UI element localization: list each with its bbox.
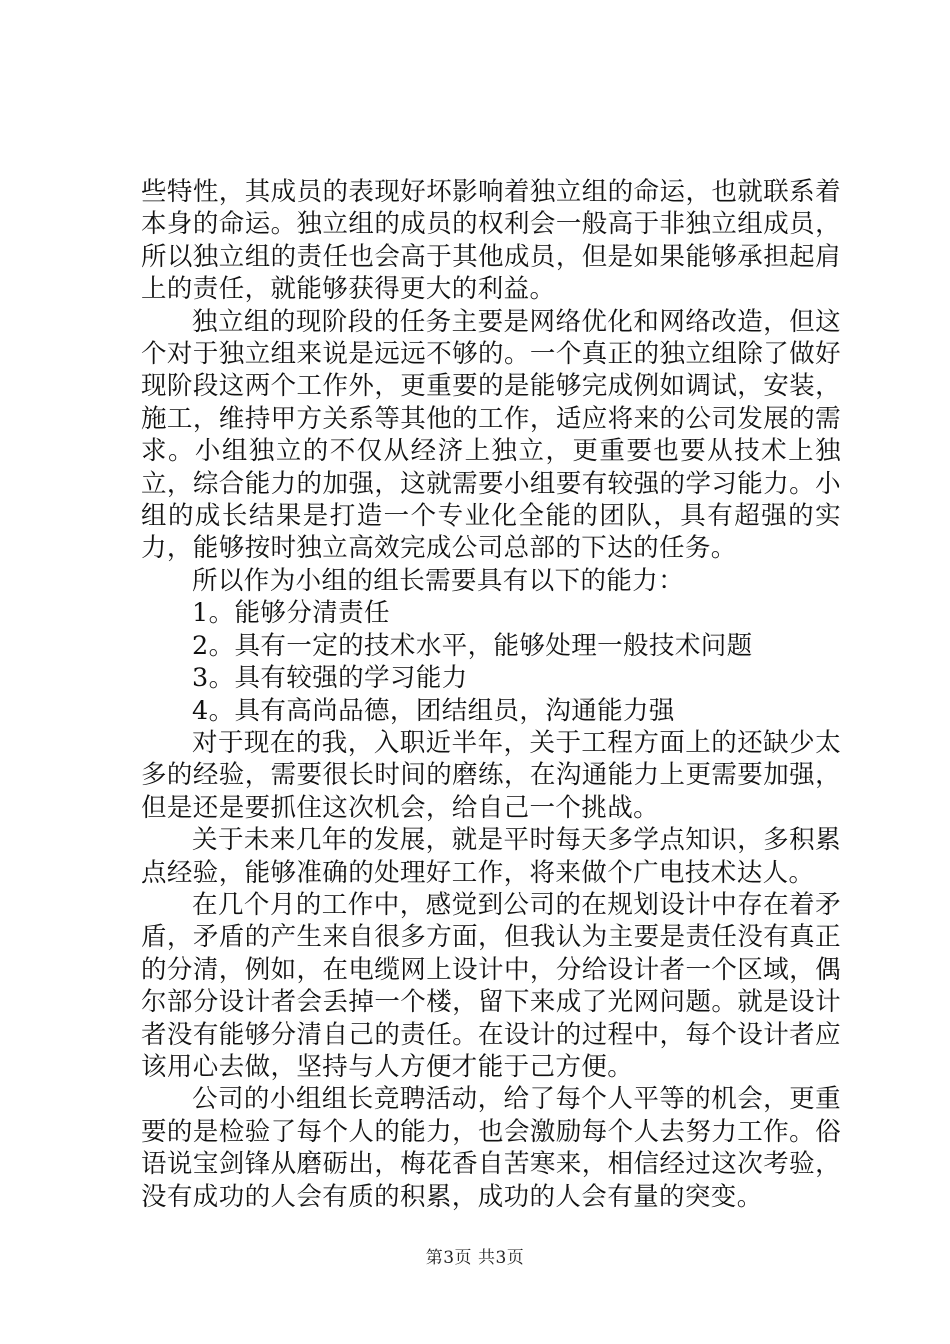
list-item: 2。具有一定的技术水平，能够处理一般技术问题 xyxy=(192,630,753,661)
list-item: 4。具有高尚品德，团结组员，沟通能力强 xyxy=(192,695,675,726)
list-item: 1。能够分清责任 xyxy=(192,598,390,629)
page-number-footer: 第3页 共3页 xyxy=(425,1248,525,1268)
document-body xyxy=(141,176,841,1213)
paragraph: 独立组的现阶段的任务主要是网络优化和网络改造，但这个对于独立组来说是远远不够的。一个真正的独立组除了做好现阶段这两个工作外，更重要的是能够完成例如调试，安装，施工，维持甲方关系等其他的工作，适应将来的公司发展的需求。小组独立的不仅从经济上独立，更重要也要从技术上独立，综合能力的加强，这就需要小组要有较强的学习能力。小组的成长结果是打造一个专业化全能的团队，具有超强的实力，能够按时独立高效完成公司总部的下达的任务。 xyxy=(141,306,841,564)
paragraph: 对于现在的我，入职近半年，关于工程方面上的还缺少太多的经验，需要很长时间的磨练，在沟通能力上更需要加强，但是还是要抓住这次机会，给自己一个挑战。 xyxy=(141,727,841,823)
paragraph: 些特性，其成员的表现好坏影响着独立组的命运，也就联系着本身的命运。独立组的成员的权利会一般高于非独立组成员，所以独立组的责任也会高于其他成员，但是如果能够承担起肩上的责任，就能够获得更大的利益。 xyxy=(141,177,841,305)
paragraph: 公司的小组组长竞聘活动，给了每个人平等的机会，更重要的是检验了每个人的能力，也会激励每个人去努力工作。俗语说宝剑锋从磨砺出，梅花香自苦寒来，相信经过这次考验，没有成功的人会有质的积累，成功的人会有量的突变。 xyxy=(141,1084,841,1212)
list-item: 3。具有较强的学习能力 xyxy=(192,663,468,694)
paragraph: 关于未来几年的发展，就是平时每天多学点知识，多积累点经验，能够准确的处理好工作，将来做个广电技术达人。 xyxy=(141,825,841,888)
paragraph: 在几个月的工作中，感觉到公司的在规划设计中存在着矛盾，矛盾的产生来自很多方面，但我认为主要是责任没有真正的分清，例如，在电缆网上设计中，分给设计者一个区域，偶尔部分设计者会丢掉一个楼，留下来成了光网问题。就是设计者没有能够分清自己的责任。在设计的过程中，每个设计者应该用心去做，坚持与人方便才能于己方便。 xyxy=(141,889,841,1082)
paragraph: 所以作为小组的组长需要具有以下的能力： xyxy=(192,565,685,596)
